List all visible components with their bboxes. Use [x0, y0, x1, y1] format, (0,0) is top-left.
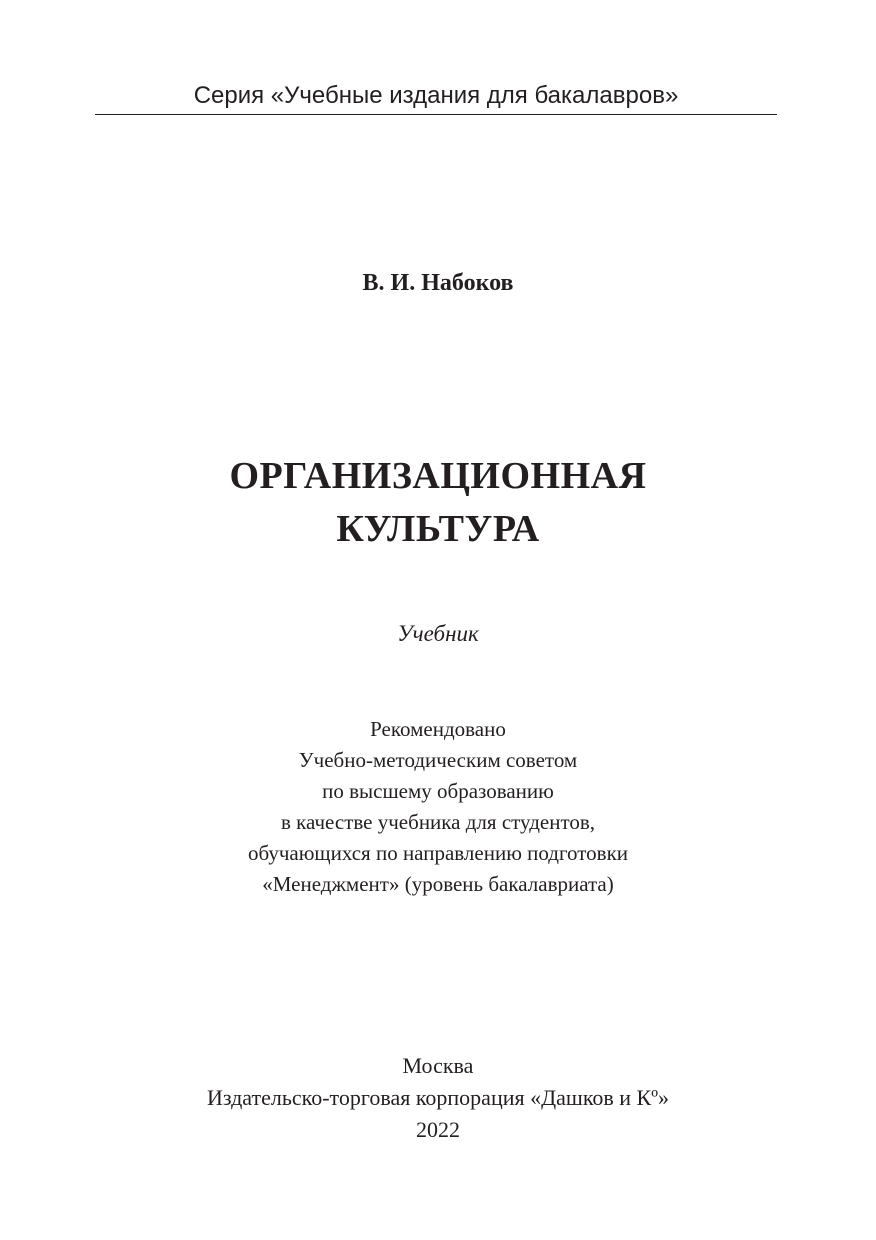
imprint-year: 2022 — [416, 1117, 460, 1142]
recommendation-line-2: Учебно-методическим советом — [298, 748, 578, 772]
series-divider — [95, 114, 777, 115]
book-title-line-1: ОРГАНИЗАЦИОННАЯ — [229, 455, 647, 497]
book-title-line-2: КУЛЬТУРА — [336, 508, 540, 550]
book-title — [0, 450, 876, 556]
imprint-city: Москва — [402, 1053, 474, 1078]
recommendation-line-6: «Менеджмент» (уровень бакалавриата) — [262, 872, 614, 896]
recommendation-line-1: Рекомендовано — [370, 717, 506, 741]
recommendation-line-4: в качестве учебника для студентов, — [280, 810, 596, 834]
imprint-publisher: Издательско-торговая корпорация «Дашков и Кº» — [206, 1085, 670, 1110]
recommendation-block — [0, 714, 876, 900]
book-genre: Учебник — [397, 621, 479, 646]
series-name: Серия «Учебные издания для бакалавров» — [193, 82, 679, 109]
recommendation-line-5: обучающихся по направлению подготовки — [247, 841, 629, 865]
recommendation-line-3: по высшему образованию — [322, 779, 554, 803]
imprint-block — [0, 1050, 876, 1146]
author-name: В. И. Набоков — [362, 270, 514, 296]
